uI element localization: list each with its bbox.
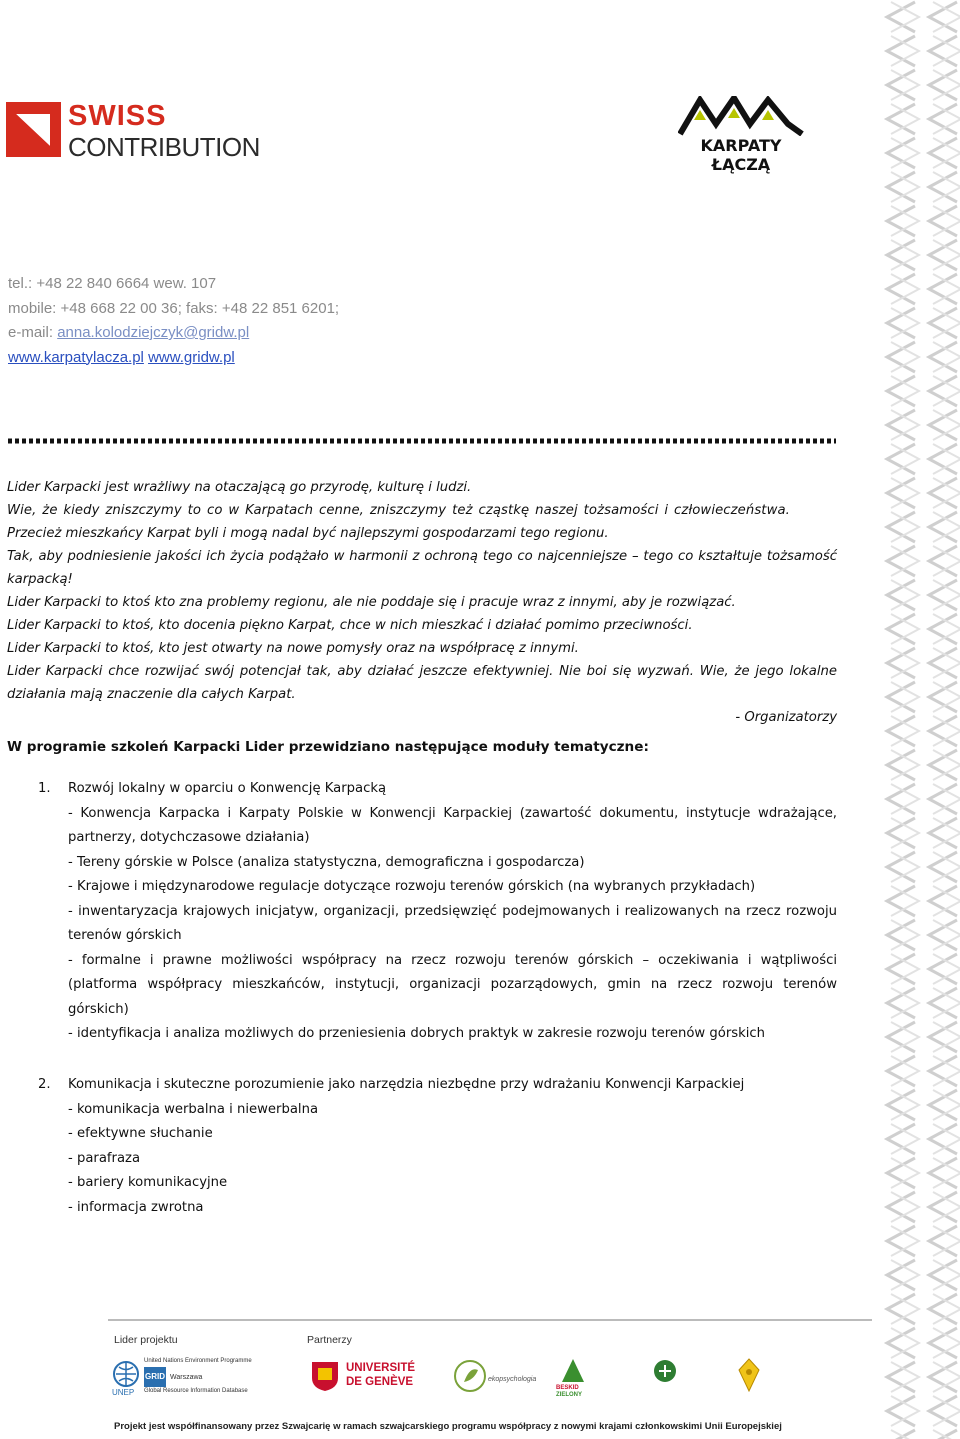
intro-paragraph-8: Lider Karpacki chce rozwijać swój potencjał tak, aby działać jeszcze efektywniej. Nie boi się wyzwań. Wie, że jego lokalne działania mają znaczenie dla całych Karpat. <box>7 664 837 702</box>
swiss-contribution-logo <box>6 102 276 162</box>
module-item: - Tereny górskie w Polsce (analiza statystyczna, demograficzna i gospodarcza) <box>68 854 585 870</box>
module-item: - efektywne słuchanie <box>68 1126 213 1141</box>
grid-db-label: Global Resource Information Database <box>144 1388 248 1394</box>
unep-label: UNEP <box>112 1388 135 1397</box>
contact-block <box>8 272 339 370</box>
intro-paragraph-4: Tak, aby podniesienie jakości ich życia podążało w harmonii z ochroną tego co najcenniejsze – tego co kształtuje tożsamość karpacką! <box>7 549 837 587</box>
geneve-crest-icon <box>310 1360 340 1392</box>
ekopsychologia-label: ekopsychologia <box>488 1376 537 1383</box>
rec-logo <box>612 1358 722 1398</box>
email-link[interactable]: anna.kolodziejczyk@gridw.pl <box>57 324 250 341</box>
unep-globe-icon <box>112 1360 140 1388</box>
contribution-logo-text: CONTRIBUTION <box>68 132 260 162</box>
beskid-label-1: BESKID <box>556 1385 579 1391</box>
decorative-chevron-pattern <box>875 0 960 1439</box>
intro-signature: - Organizatorzy <box>735 710 837 725</box>
dotted-separator <box>6 436 838 446</box>
module-item: - inwentaryzacja krajowych inicjatyw, organizacji, przedsięwzięć podejmowanych i realizowanych na rzecz rozwoju terenów górskich <box>68 903 837 943</box>
beskid-tree-icon <box>560 1358 586 1384</box>
footer-leader-label: Lider projektu <box>114 1334 178 1346</box>
module-item: - bariery komunikacyjne <box>68 1175 228 1190</box>
module-item: - formalne i prawne możliwości współpracy na rzecz rozwoju terenów górskich – oczekiwania i wątpliwości (platforma współpracy mieszkańców, instytucji, organizacji pozarządowych, gmin na rzecz rozwoju terenów górskich) <box>68 952 837 1017</box>
module-item: - komunikacja werbalna i niewerbalna <box>68 1101 319 1117</box>
module-item: - Krajowe i międzynarodowe regulacje dotyczące rozwoju terenów górskich (na wybranych przykładach) <box>68 879 756 894</box>
module-title: Rozwój lokalny w oparciu o Konwencję Karpacką <box>68 781 387 796</box>
beskid-zielony-logo <box>556 1358 590 1398</box>
program-heading: W programie szkoleń Karpacki Lider przewidziano następujące moduły tematyczne: <box>7 739 649 755</box>
contact-phone: tel.: +48 22 840 6664 wew. 107 <box>8 275 217 292</box>
module-number: 2. <box>38 1077 51 1092</box>
geneve-text-2: DE GENÈVE <box>346 1376 414 1388</box>
website-link-karpaty[interactable]: www.karpatylacza.pl <box>8 348 144 366</box>
geneve-text-1: UNIVERSITÉ <box>346 1362 416 1374</box>
module-number: 1. <box>38 781 51 796</box>
module-item: - identyfikacja i analiza możliwych do przeniesienia dobrych praktyk w zakresie rozwoju terenów górskich <box>68 1026 766 1041</box>
intro-paragraph-2: Wie, że kiedy zniszczymy to co w Karpatach cenne, zniszczymy też cząstkę naszej tożsamości i człowieczeństwa. <box>7 503 790 518</box>
partner-emblem-icon <box>738 1358 760 1392</box>
karpaty-logo-text: KARPATY ŁĄCZĄ <box>700 136 782 174</box>
rec-emblem-icon <box>652 1358 678 1384</box>
module-body <box>68 1073 837 1220</box>
contact-email-row <box>8 321 339 346</box>
intro-text <box>7 476 837 729</box>
unep-program-label: United Nations Environment Programme <box>144 1358 252 1364</box>
footer-partners-label: Partnerzy <box>307 1334 352 1346</box>
intro-paragraph-1: Lider Karpacki jest wrażliwy na otaczającą go przyrodę, kulturę i ludzi. <box>7 480 472 495</box>
swiss-logo-mark-icon <box>6 102 61 157</box>
karpaty-laczy-logo <box>678 96 804 174</box>
swiss-logo-text: SWISS <box>68 100 167 132</box>
intro-paragraph-7: Lider Karpacki to ktoś, kto jest otwarty na nowe pomysły oraz na współpracę z innymi. <box>7 641 579 656</box>
beskid-label-2: ZIELONY <box>556 1392 583 1398</box>
intro-paragraph-3: Przecież mieszkańcy Karpat byli i mogą nadal być najlepszymi gospodarzami tego regionu. <box>7 526 609 541</box>
intro-paragraph-6: Lider Karpacki to ktoś, kto docenia piękno Karpat, chce w nich mieszkać i działać pomimo przeciwności. <box>7 618 693 633</box>
grid-city: Warszawa <box>170 1374 203 1381</box>
unep-grid-logo <box>112 1358 252 1398</box>
contact-web-row <box>8 346 339 371</box>
website-link-gridw[interactable]: www.gridw.pl <box>148 348 235 366</box>
email-prefix: e-mail: <box>8 324 58 341</box>
module-title: Komunikacja i skuteczne porozumienie jako narzędzia niezbędne przy wdrażaniu Konwencji Karpackiej <box>68 1077 745 1092</box>
module-item: - Konwencja Karpacka i Karpaty Polskie w Konwencji Karpackiej (zawartość dokumentu, instytucje wdrażające, partnerzy, dotychczasowe działania) <box>68 805 837 845</box>
ekopsychologia-leaf-icon <box>452 1358 488 1394</box>
footer-fineprint: Projekt jest współfinansowany przez Szwajcarię w ramach szwajcarskiego programu współpracy z nowymi krajami członkowskimi Unii Europejskiej <box>114 1421 782 1432</box>
module-body <box>68 777 837 1047</box>
footer-divider <box>108 1319 872 1321</box>
intro-paragraph-5: Lider Karpacki to ktoś kto zna problemy regionu, ale nie poddaje się i pracuje wraz z innymi, aby je rozwiązać. <box>7 595 736 610</box>
module-item: - informacja zwrotna <box>68 1199 204 1215</box>
geneve-logo <box>310 1358 430 1398</box>
module-item: - parafraza <box>68 1150 141 1166</box>
mountains-icon <box>678 96 804 136</box>
contact-mobile-fax: mobile: +48 668 22 00 36; faks: +48 22 851 6201; <box>8 299 340 317</box>
ekopsychologia-logo <box>452 1358 542 1398</box>
grid-label: GRID <box>144 1367 166 1387</box>
